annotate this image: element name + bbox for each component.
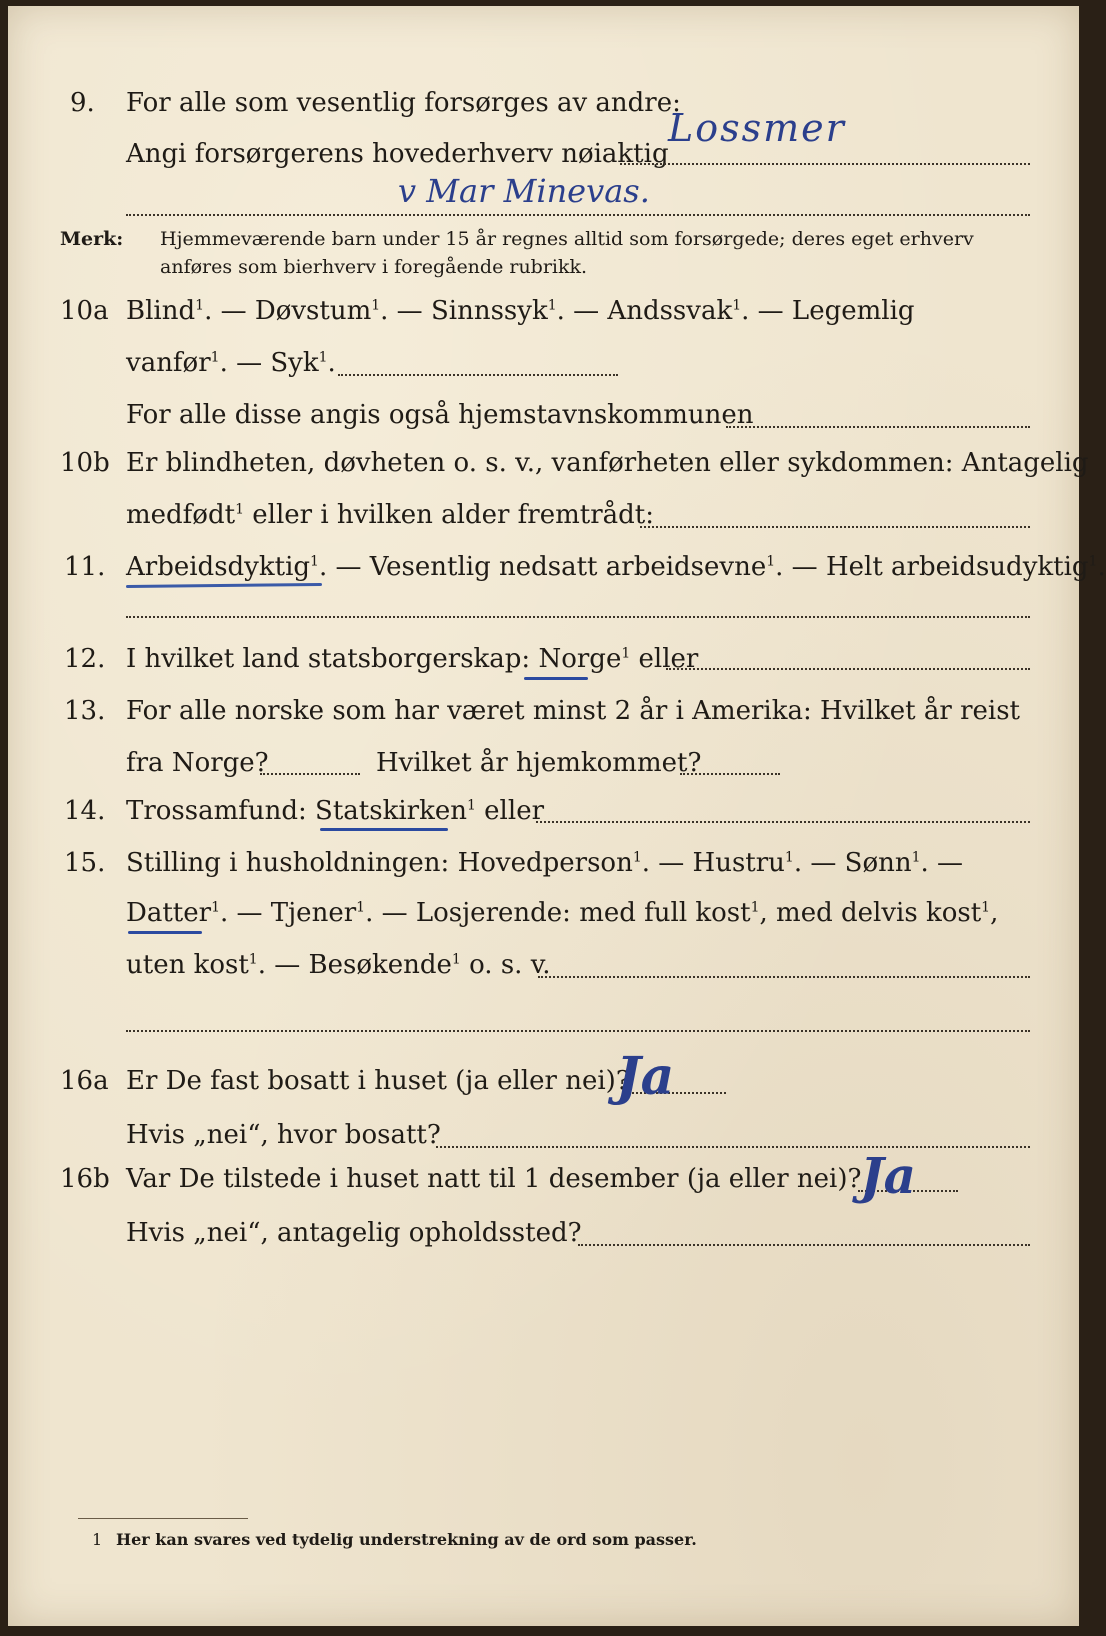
q16b-number: 16b [60,1164,110,1194]
q11-line1: Arbeidsdyktig$^1$. — Vesentlig nedsatt arbeidsevne$^1$. — Helt arbeidsudyktig$^1$. [126,552,1106,582]
q15-answer-line-1 [538,976,1030,978]
q14-selection-underline [320,828,448,831]
q10b-line1: Er blindheten, døvheten o. s. v., vanførheten eller sykdommen: Antagelig [126,448,1089,478]
q11-selection-underline [126,583,322,588]
q16b-line1: Var De tilstede i huset natt til 1 desember (ja eller nei)? [126,1164,862,1194]
q9-answer-line-1 [620,163,1030,165]
q16a-residence-line [436,1146,1030,1148]
q9-handwritten-occupation: Lossmer [668,106,846,150]
q13-number: 13. [64,696,106,726]
q15-line3: uten kost$^1$. — Besøkende$^1$ o. s. v. [126,950,551,980]
q16a-line1: Er De fast bosatt i huset (ja eller nei)? [126,1066,630,1096]
merk-line2: anføres som bierhverv i foregående rubrikk. [160,256,588,278]
q11-number: 11. [64,552,106,582]
merk-label: Merk: [60,228,124,250]
q14-answer-line [536,821,1030,823]
footnote-text: Her kan svares ved tydelig understrekning av de ord som passer. [116,1530,697,1549]
q9-answer-line-2 [126,214,1030,216]
q14-number: 14. [64,796,106,826]
q15-number: 15. [64,848,106,878]
q10a-line1: Blind$^1$. — Døvstum$^1$. — Sinnssyk$^1$. — Andssvak$^1$. — Legemlig [126,296,915,326]
q13-line1: For alle norske som har været minst 2 år i Amerika: Hvilket år reist [126,696,1020,726]
q16a-number: 16a [60,1066,109,1096]
q10a-answer-line-1 [338,374,618,376]
footnote-mark: 1 [92,1530,103,1549]
q10b-answer-line [640,526,1030,528]
q13-line2b: Hvilket år hjemkommet? [376,748,702,778]
q9-handwritten-provider: v Mar Minevas. [398,172,650,210]
q10b-line2: medfødt$^1$ eller i hvilken alder fremtrådt: [126,500,655,530]
q12-line1: I hvilket land statsborgerskap: Norge$^1$ eller [126,644,699,674]
q15-answer-line-2 [126,1030,1030,1032]
q11-answer-line [126,616,1030,618]
q10a-line3: For alle disse angis også hjemstavnskommunen [126,400,754,430]
q16b-handwritten-answer: Ja [860,1146,917,1205]
q10b-number: 10b [60,448,110,478]
q13-year-left-line [260,773,360,775]
q15-line2: Datter$^1$. — Tjener$^1$. — Losjerende: med full kost$^1$, med delvis kost$^1$, [126,898,999,928]
q16a-line2: Hvis „nei“, hvor bosatt? [126,1120,441,1150]
q9-line2: Angi forsørgerens hovederhverv nøiaktig [126,139,669,169]
q16a-handwritten-answer: Ja [616,1046,675,1107]
q16b-line2: Hvis „nei“, antagelig opholdssted? [126,1218,582,1248]
q13-year-returned-line [680,773,780,775]
footnote-separator [78,1518,248,1519]
q10a-number: 10a [60,296,109,326]
q9-number: 9. [70,88,95,118]
q9-line1: For alle som vesentlig forsørges av andre: [126,88,681,118]
q12-answer-line [666,668,1030,670]
merk-line1: Hjemmeværende barn under 15 år regnes alltid som forsørgede; deres eget erhverv [160,228,974,250]
q13-line2a: fra Norge? [126,748,269,778]
q12-selection-underline [524,677,588,680]
q14-line1: Trossamfund: Statskirken$^1$ eller [126,796,545,826]
q15-selection-underline [128,931,202,934]
q10a-answer-line-2 [726,426,1030,428]
q15-line1: Stilling i husholdningen: Hovedperson$^1$. — Hustru$^1$. — Sønn$^1$. — [126,848,964,878]
q16b-location-line [578,1244,1030,1246]
q10a-line2: vanfør$^1$. — Syk$^1$. [126,348,336,378]
q12-number: 12. [64,644,106,674]
census-form-page [8,6,1106,1626]
